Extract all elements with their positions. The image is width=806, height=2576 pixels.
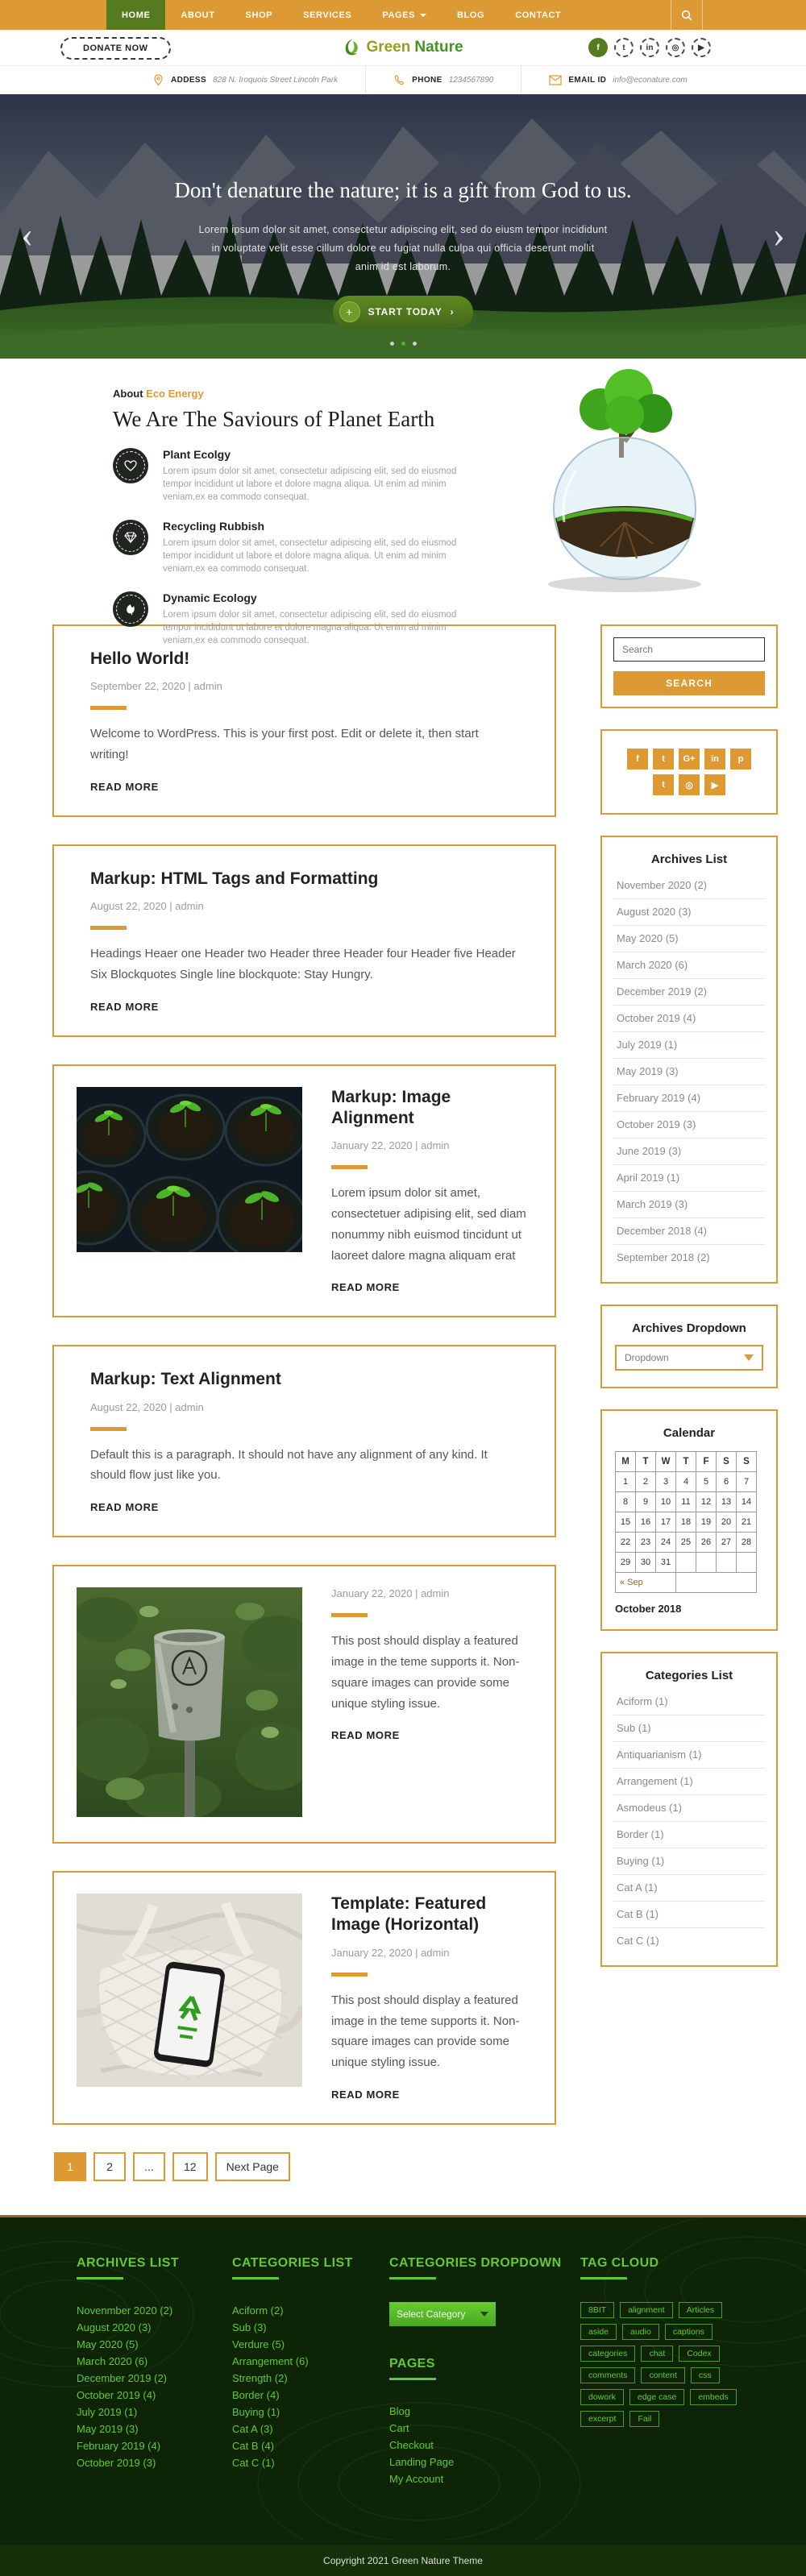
post-card-featured-image-horizontal (52, 1871, 556, 2125)
calendar-week-row (616, 1492, 757, 1512)
tag-link[interactable]: captions (665, 2324, 713, 2340)
nav-item-home[interactable]: HOME (106, 0, 165, 30)
calendar-day-header: S (737, 1452, 757, 1472)
tag-link[interactable]: alignment (620, 2302, 673, 2318)
plus-icon: + (339, 301, 360, 322)
slider-next-arrow[interactable]: › (772, 213, 785, 255)
nav-item-blog[interactable]: BLOG (457, 10, 485, 20)
footer-category-link[interactable]: Cat C (1) (232, 2456, 275, 2469)
calendar-day-header: W (656, 1452, 676, 1472)
hero-content (0, 94, 806, 328)
calendar-week-row (616, 1533, 757, 1553)
tag-link[interactable]: embeds (690, 2389, 736, 2405)
trash-bin-image (77, 1587, 302, 1817)
heading-underline (389, 2378, 436, 2380)
calendar-date-cell: 11 (676, 1492, 696, 1512)
post-date: January 22, 2020 | admin (331, 1139, 450, 1152)
about-kicker: About Eco Energy (113, 388, 204, 400)
calendar-date-cell: 18 (676, 1512, 696, 1533)
nav-item-services[interactable]: SERVICES (303, 10, 352, 20)
search-input[interactable] (613, 637, 765, 662)
category-item[interactable]: Antiquarianism (1) (613, 1742, 765, 1769)
calendar-date-cell: 12 (696, 1492, 717, 1512)
about-item-dynamic-ecology (113, 591, 492, 647)
calendar-date-cell: 10 (656, 1492, 676, 1512)
calendar-date-cell: 30 (636, 1553, 656, 1573)
site-footer (0, 2215, 806, 2545)
calendar-date-cell: 28 (737, 1533, 757, 1553)
about-item-title: Plant Ecolgy (163, 448, 231, 461)
footer-pages-list (389, 2403, 580, 2487)
read-more-link[interactable]: READ MORE (90, 1000, 159, 1013)
archives-list (613, 873, 765, 1271)
phone-icon (393, 74, 405, 86)
archives-dropdown-widget (600, 1305, 778, 1388)
calendar-date-cell (737, 1553, 757, 1573)
tumblr-icon[interactable]: t (653, 774, 674, 795)
archive-item[interactable]: August 2020 (3) (613, 899, 765, 926)
category-item[interactable]: Sub (1) (613, 1715, 765, 1742)
footer-archive-link[interactable]: Novenmber 2020 (2) (77, 2304, 173, 2317)
address-group (125, 66, 365, 94)
calendar-date-cell: 8 (616, 1492, 636, 1512)
post-card-featured-image-vertical (52, 1565, 556, 1844)
footer-category-link[interactable]: Verdure (5) (232, 2337, 285, 2350)
calendar-date-cell: 3 (656, 1472, 676, 1492)
hero-subtitle: Lorem ipsum dolor sit amet, consectetur adipiscing elit, sed do eiusm tempor incididunt in voluptate velit esse cillum dolore eu fugiat nulla culpa qui officia deserunt mollit anim id est laborum. (198, 224, 608, 272)
tag-link[interactable]: chat (641, 2346, 673, 2362)
about-item-text: Lorem ipsum dolor sit amet, consectetur adipiscing elit, sed do eiusmod tempor incididunt ut labore et dolore magna aliqua. Ut enim ad minim veniam,ex ea commodo consequat. (163, 467, 457, 502)
calendar-date-cell: 24 (656, 1533, 676, 1553)
post-featured-image[interactable] (77, 1894, 302, 2102)
leaf-logo-icon (343, 38, 362, 57)
post-excerpt: Headings Heaer one Header two Header three Header four Header five Header Six Blockquotes Single line blockquote: Stay Hungry. (90, 947, 516, 981)
top-navigation-bar (0, 0, 806, 30)
calendar-day-header: S (717, 1452, 737, 1472)
blog-section (0, 620, 806, 2215)
archives-dropdown-select[interactable]: Dropdown (615, 1345, 763, 1371)
calendar-table (615, 1451, 757, 1593)
calendar-day-header: T (676, 1452, 696, 1472)
social-icons-grid (613, 742, 765, 802)
leaf-icon (113, 591, 148, 627)
archive-item[interactable]: May 2019 (3) (613, 1059, 765, 1085)
tag-link[interactable]: content (641, 2367, 684, 2383)
seedlings-image (77, 1087, 302, 1252)
logo-text-nature: Nature (414, 39, 463, 56)
instagram-icon[interactable]: ◎ (666, 38, 685, 57)
accent-bar (90, 706, 127, 710)
tag-link[interactable]: css (691, 2367, 720, 2383)
footer-heading: PAGES (389, 2356, 435, 2371)
hero-slider (0, 94, 806, 359)
post-featured-image[interactable] (77, 1587, 302, 1821)
dropdown-arrow-icon (480, 2312, 488, 2317)
footer-archives-list (77, 2302, 232, 2471)
about-item-plant-ecology (113, 448, 492, 504)
tag-link[interactable]: edge case (629, 2389, 684, 2405)
footer-categories-column (232, 2256, 389, 2487)
calendar-date-cell: 19 (696, 1512, 717, 1533)
post-excerpt: Lorem ipsum dolor sit amet, consectetuer adipising elit, sed diam nonummy nibh euismod tincidunt ut laoreet dalore magna aliquam erat (331, 1186, 526, 1263)
widget-title: Calendar (663, 1426, 716, 1440)
calendar-date-cell: 31 (656, 1553, 676, 1573)
calendar-date-cell (676, 1553, 696, 1573)
calendar-date-cell: 6 (717, 1472, 737, 1492)
search-icon (681, 10, 692, 21)
pagination-ellipsis: ... (133, 2152, 165, 2181)
tag-link[interactable]: Articles (679, 2302, 722, 2318)
posts-column (52, 624, 556, 2215)
linkedin-icon[interactable]: in (640, 38, 659, 57)
email-value: info@econature.com (613, 76, 688, 85)
tag-link[interactable]: dowork (580, 2389, 624, 2405)
archive-item[interactable]: March 2020 (6) (613, 952, 765, 979)
twitter-icon[interactable]: t (614, 38, 634, 57)
footer-category-link[interactable]: Cat A (3) (232, 2422, 273, 2435)
calendar-date-cell: 4 (676, 1472, 696, 1492)
category-item[interactable]: Buying (1) (613, 1848, 765, 1875)
category-item[interactable]: Arrangement (1) (613, 1769, 765, 1795)
calendar-date-cell: 5 (696, 1472, 717, 1492)
post-title[interactable]: Markup: Text Alignment (90, 1370, 281, 1389)
accent-bar (90, 926, 127, 930)
copyright-text: Copyright 2021 Green Nature Theme (323, 2554, 483, 2566)
about-title: We Are The Saviours of Planet Earth (113, 407, 435, 431)
calendar-date-cell: 27 (717, 1533, 737, 1553)
category-item[interactable]: Cat C (1) (617, 1935, 659, 1947)
calendar-date-cell: 13 (717, 1492, 737, 1512)
tag-link[interactable]: Codex (679, 2346, 719, 2362)
twitter-icon[interactable]: t (653, 749, 674, 769)
youtube-icon[interactable]: ▶ (692, 38, 711, 57)
nav-item-contact[interactable]: CONTACT (515, 10, 562, 20)
post-excerpt: This post should display a featured image in the teme supports it. Non-square images can provide some unique styling issue. (331, 1634, 520, 1711)
social-widget (600, 729, 778, 815)
dropdown-arrow-icon (744, 1354, 754, 1361)
archive-item[interactable]: November 2020 (2) (613, 873, 765, 899)
footer-page-link[interactable]: Cart (389, 2421, 409, 2434)
phone-group (365, 66, 521, 94)
main-menu (106, 0, 576, 30)
tree-globe-image (504, 365, 746, 599)
footer-category-link[interactable]: Cat B (4) (232, 2439, 275, 2452)
footer-page-link[interactable]: Checkout (389, 2438, 434, 2451)
search-button[interactable] (671, 0, 703, 30)
calendar-widget (600, 1409, 778, 1631)
facebook-icon[interactable]: f (588, 38, 608, 57)
header-social-links (588, 38, 711, 57)
sidebar (600, 624, 778, 2215)
read-more-link[interactable]: READ MORE (331, 1281, 400, 1294)
slider-dot-3[interactable] (413, 342, 417, 346)
mesh-bag-phone-image (77, 1894, 302, 2087)
footer-heading: CATEGORIES DROPDOWN (389, 2255, 562, 2270)
pinterest-icon[interactable]: p (730, 749, 751, 769)
read-more-link[interactable]: READ MORE (331, 2088, 400, 2101)
about-item-text: Lorem ipsum dolor sit amet, consectetur adipiscing elit, sed do eiusmod tempor incididunt ut labore et dolore magna aliqua. Ut enim ad minim veniam,ex ea commodo consequat. (163, 538, 457, 574)
arrow-right-icon: › (450, 306, 455, 317)
calendar-prev-month-link[interactable]: « Sep (616, 1573, 676, 1593)
post-title[interactable]: Hello World! (90, 649, 190, 668)
archive-item[interactable]: July 2019 (1) (613, 1032, 765, 1059)
footer-archives-column (77, 2256, 232, 2487)
category-item[interactable]: Border (1) (613, 1822, 765, 1848)
post-card-image-alignment (52, 1064, 556, 1318)
heading-underline (232, 2277, 279, 2279)
heading-underline (580, 2277, 627, 2279)
archive-item[interactable]: May 2020 (5) (613, 926, 765, 952)
archive-item[interactable]: December 2018 (4) (613, 1218, 765, 1245)
archive-item[interactable]: September 2018 (2) (617, 1251, 710, 1263)
category-item[interactable]: Aciform (1) (613, 1689, 765, 1715)
post-excerpt: Welcome to WordPress. This is your first post. Edit or delete it, then start writing! (90, 727, 479, 762)
archive-item[interactable]: December 2019 (2) (613, 979, 765, 1006)
location-pin-icon (152, 74, 164, 86)
footer-category-link[interactable]: Aciform (2) (232, 2304, 284, 2317)
calendar-date-cell: 16 (636, 1512, 656, 1533)
diamond-icon (113, 520, 148, 555)
calendar-date-cell: 22 (616, 1533, 636, 1553)
calendar-date-cell: 2 (636, 1472, 656, 1492)
tag-link[interactable]: categories (580, 2346, 635, 2362)
hero-title: Don't denature the nature; it is a gift from God to us. (174, 178, 632, 202)
accent-bar (331, 1613, 368, 1617)
calendar-week-row (616, 1512, 757, 1533)
categories-list-widget (600, 1652, 778, 1967)
slider-dot-1[interactable] (390, 342, 394, 346)
chevron-down-icon (420, 14, 426, 17)
read-more-link[interactable]: READ MORE (331, 1729, 400, 1742)
phone-label: PHONE (412, 76, 442, 85)
pagination-page-12[interactable]: 12 (172, 2152, 208, 2181)
calendar-date-cell: 7 (737, 1472, 757, 1492)
contact-info-bar (0, 65, 806, 94)
pagination-next-page[interactable]: Next Page (215, 2152, 290, 2181)
footer-archive-link[interactable]: October 2019 (4) (77, 2388, 156, 2401)
calendar-date-cell: 9 (636, 1492, 656, 1512)
calendar-date-cell: 14 (737, 1492, 757, 1512)
archive-item[interactable]: October 2019 (4) (613, 1006, 765, 1032)
archive-item[interactable]: February 2019 (4) (613, 1085, 765, 1112)
post-card-text-alignment (52, 1345, 556, 1537)
about-item-title: Dynamic Ecology (163, 591, 257, 604)
calendar-date-cell: 21 (737, 1512, 757, 1533)
calendar-date-cell: 15 (616, 1512, 636, 1533)
nav-item-shop[interactable]: SHOP (245, 10, 273, 20)
post-date: January 22, 2020 | admin (331, 1587, 450, 1600)
post-excerpt: This post should display a featured image in the teme supports it. Non-square images can provide some unique styling issue. (331, 1993, 520, 2070)
post-excerpt: Default this is a paragraph. It should not have any alignment of any kind. It should flow just like you. (90, 1447, 488, 1483)
pagination-page-1[interactable]: 1 (54, 2152, 86, 2181)
widget-title: Archives Dropdown (632, 1321, 746, 1335)
archives-list-widget (600, 836, 778, 1284)
calendar-day-headers (616, 1452, 757, 1472)
post-date: January 22, 2020 | admin (331, 1946, 450, 1959)
email-group (521, 66, 714, 94)
phone-value: 1234567890 (448, 76, 494, 85)
calendar-date-cell: 29 (616, 1553, 636, 1573)
about-section (0, 359, 806, 645)
email-label: EMAIL ID (568, 76, 607, 85)
heart-icon (113, 448, 148, 483)
nav-item-about[interactable]: ABOUT (181, 10, 215, 20)
footer-categories-list (232, 2302, 389, 2471)
calendar-date-cell (696, 1553, 717, 1573)
archive-item[interactable]: October 2019 (3) (613, 1112, 765, 1139)
calendar-date-cell: 1 (616, 1472, 636, 1492)
footer-page-link[interactable]: Blog (389, 2404, 411, 2417)
archive-item[interactable]: June 2019 (3) (613, 1139, 765, 1165)
footer-heading: CATEGORIES LIST (232, 2255, 353, 2270)
linkedin-icon[interactable]: in (704, 749, 725, 769)
search-submit-button[interactable]: SEARCH (613, 671, 765, 695)
footer-category-link[interactable]: Buying (1) (232, 2405, 280, 2418)
accent-bar (331, 1972, 368, 1977)
tag-link[interactable]: audio (622, 2324, 659, 2340)
envelope-icon (549, 75, 562, 85)
archive-item[interactable]: March 2019 (3) (613, 1192, 765, 1218)
tag-link[interactable]: aside (580, 2324, 617, 2340)
widget-title: Categories List (645, 1669, 733, 1682)
footer-dropdown-pages-column (389, 2256, 580, 2487)
calendar-date-cell: 20 (717, 1512, 737, 1533)
post-card-html-tags (52, 844, 556, 1037)
site-header (0, 30, 806, 65)
footer-category-link[interactable]: Border (4) (232, 2388, 280, 2401)
categories-list (613, 1689, 765, 1954)
about-item-text: Lorem ipsum dolor sit amet, consectetur adipiscing elit, sed do eiusmod tempor incididunt ut labore et dolore magna aliqua. Ut enim ad minim veniam,ex ea commodo consequat. (163, 610, 457, 645)
site-logo[interactable] (343, 38, 463, 57)
google-plus-icon[interactable]: G+ (679, 749, 700, 769)
calendar-day-header: M (616, 1452, 636, 1472)
youtube-icon[interactable]: ▶ (704, 774, 725, 795)
post-title[interactable]: Markup: HTML Tags and Formatting (90, 869, 379, 888)
address-value: 828 N. Iroquois Street Lincoln Park (213, 76, 339, 85)
calendar-date-cell: 25 (676, 1533, 696, 1553)
calendar-date-cell: 23 (636, 1533, 656, 1553)
footer-archive-link[interactable]: August 2020 (3) (77, 2321, 152, 2333)
post-featured-image[interactable] (77, 1087, 302, 1296)
footer-heading: TAG CLOUD (580, 2255, 659, 2270)
archive-item[interactable]: April 2019 (1) (613, 1165, 765, 1192)
copyright-bar (0, 2545, 806, 2576)
footer-archive-link[interactable]: December 2019 (2) (77, 2371, 167, 2384)
footer-category-link[interactable]: Strength (2) (232, 2371, 288, 2384)
slider-prev-arrow[interactable]: ‹ (21, 213, 34, 255)
footer-heading: ARCHIVES LIST (77, 2255, 179, 2270)
tag-link[interactable]: 8BIT (580, 2302, 614, 2318)
start-today-button[interactable]: + START TODAY › (333, 296, 474, 328)
donate-now-button[interactable]: DONATE NOW (60, 37, 171, 60)
footer-tag-cloud-column (580, 2256, 754, 2487)
pagination (54, 2152, 556, 2181)
read-more-link[interactable]: READ MORE (90, 780, 159, 793)
select-category-dropdown[interactable]: Select Category (389, 2302, 496, 2326)
pagination-page-2[interactable]: 2 (93, 2152, 126, 2181)
facebook-icon[interactable]: f (627, 749, 648, 769)
footer-archive-link[interactable]: February 2019 (4) (77, 2439, 161, 2452)
search-widget (600, 624, 778, 708)
address-label: ADDESS (171, 76, 207, 85)
logo-text-green: Green (366, 39, 411, 56)
footer-page-link[interactable]: Landing Page (389, 2455, 455, 2468)
about-item-recycling-rubbish (113, 520, 492, 575)
calendar-date-cell: 17 (656, 1512, 676, 1533)
footer-archive-link[interactable]: March 2020 (6) (77, 2354, 148, 2367)
footer-category-link[interactable]: Arrangement (6) (232, 2354, 309, 2367)
heading-underline (389, 2277, 436, 2279)
category-item[interactable]: Cat B (1) (613, 1902, 765, 1928)
accent-bar (90, 1427, 127, 1431)
calendar-date-cell (717, 1553, 737, 1573)
post-card-hello-world (52, 624, 556, 817)
footer-archive-link[interactable]: July 2019 (1) (77, 2405, 138, 2418)
footer-archive-link[interactable]: October 2019 (3) (77, 2456, 156, 2469)
post-title[interactable]: Template: Featured Image (Horizontal) (331, 1894, 487, 1935)
footer-archive-link[interactable]: May 2020 (5) (77, 2337, 139, 2350)
read-more-link[interactable]: READ MORE (90, 1501, 159, 1514)
tag-link[interactable]: excerpt (580, 2411, 624, 2427)
slider-dots (0, 342, 806, 346)
footer-page-link[interactable]: My Account (389, 2472, 444, 2485)
post-title[interactable]: Markup: Image Alignment (331, 1087, 451, 1127)
category-item[interactable]: Cat A (1) (613, 1875, 765, 1902)
tag-link[interactable]: comments (580, 2367, 635, 2383)
footer-archive-link[interactable]: May 2019 (3) (77, 2422, 139, 2435)
calendar-week-row (616, 1472, 757, 1492)
calendar-week-row (616, 1553, 757, 1573)
slider-dot-2-active[interactable] (401, 342, 405, 346)
calendar-caption: October 2018 (615, 1603, 682, 1615)
accent-bar (331, 1165, 368, 1169)
instagram-icon[interactable]: ◎ (679, 774, 700, 795)
post-date: September 22, 2020 | admin (90, 680, 222, 693)
tag-cloud (580, 2302, 751, 2427)
calendar-day-header: F (696, 1452, 717, 1472)
nav-item-pages[interactable]: PAGES (367, 0, 442, 30)
about-item-title: Recycling Rubbish (163, 520, 265, 533)
calendar-date-cell: 26 (696, 1533, 717, 1553)
post-date: August 22, 2020 | admin (90, 900, 204, 913)
widget-title: Archives List (650, 852, 728, 866)
tag-link[interactable]: Fail (629, 2411, 659, 2427)
heading-underline (77, 2277, 123, 2279)
post-date: August 22, 2020 | admin (90, 1400, 204, 1413)
category-item[interactable]: Asmodeus (1) (613, 1795, 765, 1822)
calendar-day-header: T (636, 1452, 656, 1472)
footer-category-link[interactable]: Sub (3) (232, 2321, 267, 2333)
